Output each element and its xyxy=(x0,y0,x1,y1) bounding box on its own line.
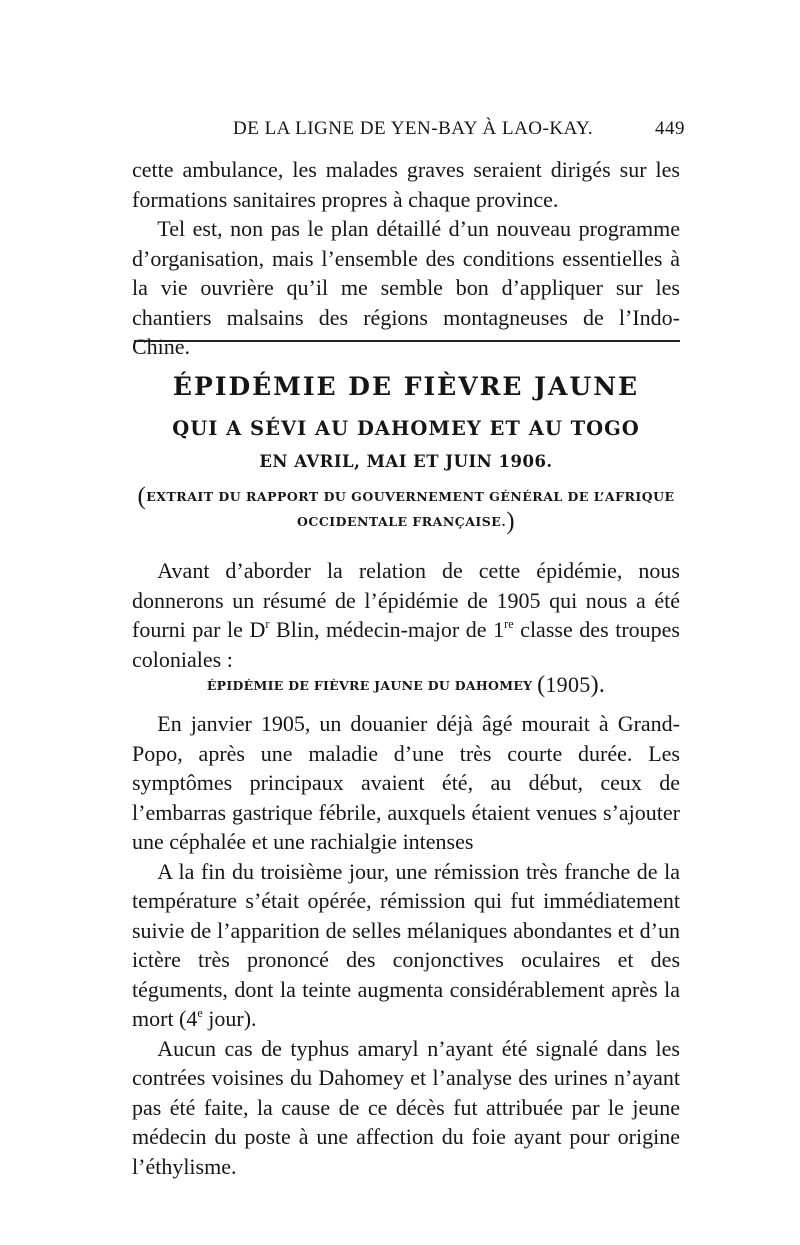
page-number: 449 xyxy=(655,118,685,139)
source-note-line-2 xyxy=(132,509,680,534)
body-text xyxy=(132,709,680,1181)
source-note-text-1: EXTRAIT DU RAPPORT DU GOUVERNEMENT GÉNÉRAL DE L’AFRIQUE xyxy=(146,489,675,504)
running-head xyxy=(133,118,685,146)
lead-superscript-1: r xyxy=(265,616,270,631)
open-parenthesis: ( xyxy=(137,483,147,510)
section-year: 1905 xyxy=(545,672,591,697)
section-divider xyxy=(134,340,680,342)
body-paragraph-2 xyxy=(132,857,680,1034)
lead-text xyxy=(132,556,680,674)
body-paragraph-2-part-1: A la fin du troisième jour, une rémission très franche de la température s’était opérée, rémission qui fut immédiatement suivie de l’apparition de selles mélaniques abondantes et d’un ictère très prononcé des conjonctives oculaires et des téguments, dont la teinte augmenta considérablement après la mort (4 xyxy=(132,858,680,1031)
body-paragraph-2-superscript: e xyxy=(197,1005,203,1020)
article-title: ÉPIDÉMIE DE FIÈVRE JAUNE xyxy=(172,372,640,401)
lead-part-2: Blin, médecin-major de 1 xyxy=(269,617,505,642)
section-heading xyxy=(132,672,680,699)
section-heading-text: ÉPIDÉMIE DE FIÈVRE JAUNE DU DAHOMEY xyxy=(206,678,533,693)
body-paragraph-3: Aucun cas de typhus amaryl n’ayant été signalé dans les contrées voisines du Dahomey et l’analyse des urines n’ayant pas été faite, la cause de ce décès fut attribuée par le jeune médecin du poste à une affection du foie ayant pour origine l’éthylisme. xyxy=(132,1035,680,1179)
intro-text xyxy=(132,155,680,362)
close-parenthesis: ) xyxy=(506,508,516,535)
intro-paragraph-2: Tel est, non pas le plan détaillé d’un nouveau programme d’organisation, mais l’ensemble des conditions essentielles à la vie ouvrière qu’il me semble bon d’appliquer sur les chantiers malsains des régions montagneuses de l’Indo-Chine. xyxy=(132,216,680,359)
running-head-title: DE LA LIGNE DE YEN-BAY À LAO-KAY. xyxy=(233,118,594,139)
source-note-line-1 xyxy=(132,484,680,509)
article-source-note xyxy=(132,484,680,534)
article-subtitle: QUI A SÉVI AU DAHOMEY ET AU TOGO xyxy=(172,417,640,440)
source-note-text-2: OCCIDENTALE FRANÇAISE. xyxy=(296,514,507,529)
article-date: EN AVRIL, MAI ET JUIN 1906. xyxy=(259,452,553,471)
lead-paragraph xyxy=(132,556,680,674)
section-open-parenthesis: ( xyxy=(537,672,546,698)
body-paragraph-1: En janvier 1905, un douanier déjà âgé mourait à Grand-Popo, après une maladie d’une très courte durée. Les symptômes principaux avaient été, au début, ceux de l’embarras gastrique fébrile, auxquels étaient venues s’ajouter une céphalée et une rachialgie intenses xyxy=(132,711,680,854)
lead-superscript-2: re xyxy=(504,616,514,631)
intro-paragraph-1: cette ambulance, les malades graves seraient dirigés sur les formations sanitaires propres à chaque province. xyxy=(132,157,680,212)
lead-part-1: Avant d’aborder la relation de cette épidémie, nous donnerons un résumé de l’épidémie de 1905 qui nous a été fourni par le D xyxy=(132,558,680,642)
lead-part-3: classe des troupes coloniales : xyxy=(132,617,680,672)
section-close-parenthesis: ). xyxy=(590,672,606,698)
body-paragraph-2-part-2: jour). xyxy=(202,1006,257,1031)
